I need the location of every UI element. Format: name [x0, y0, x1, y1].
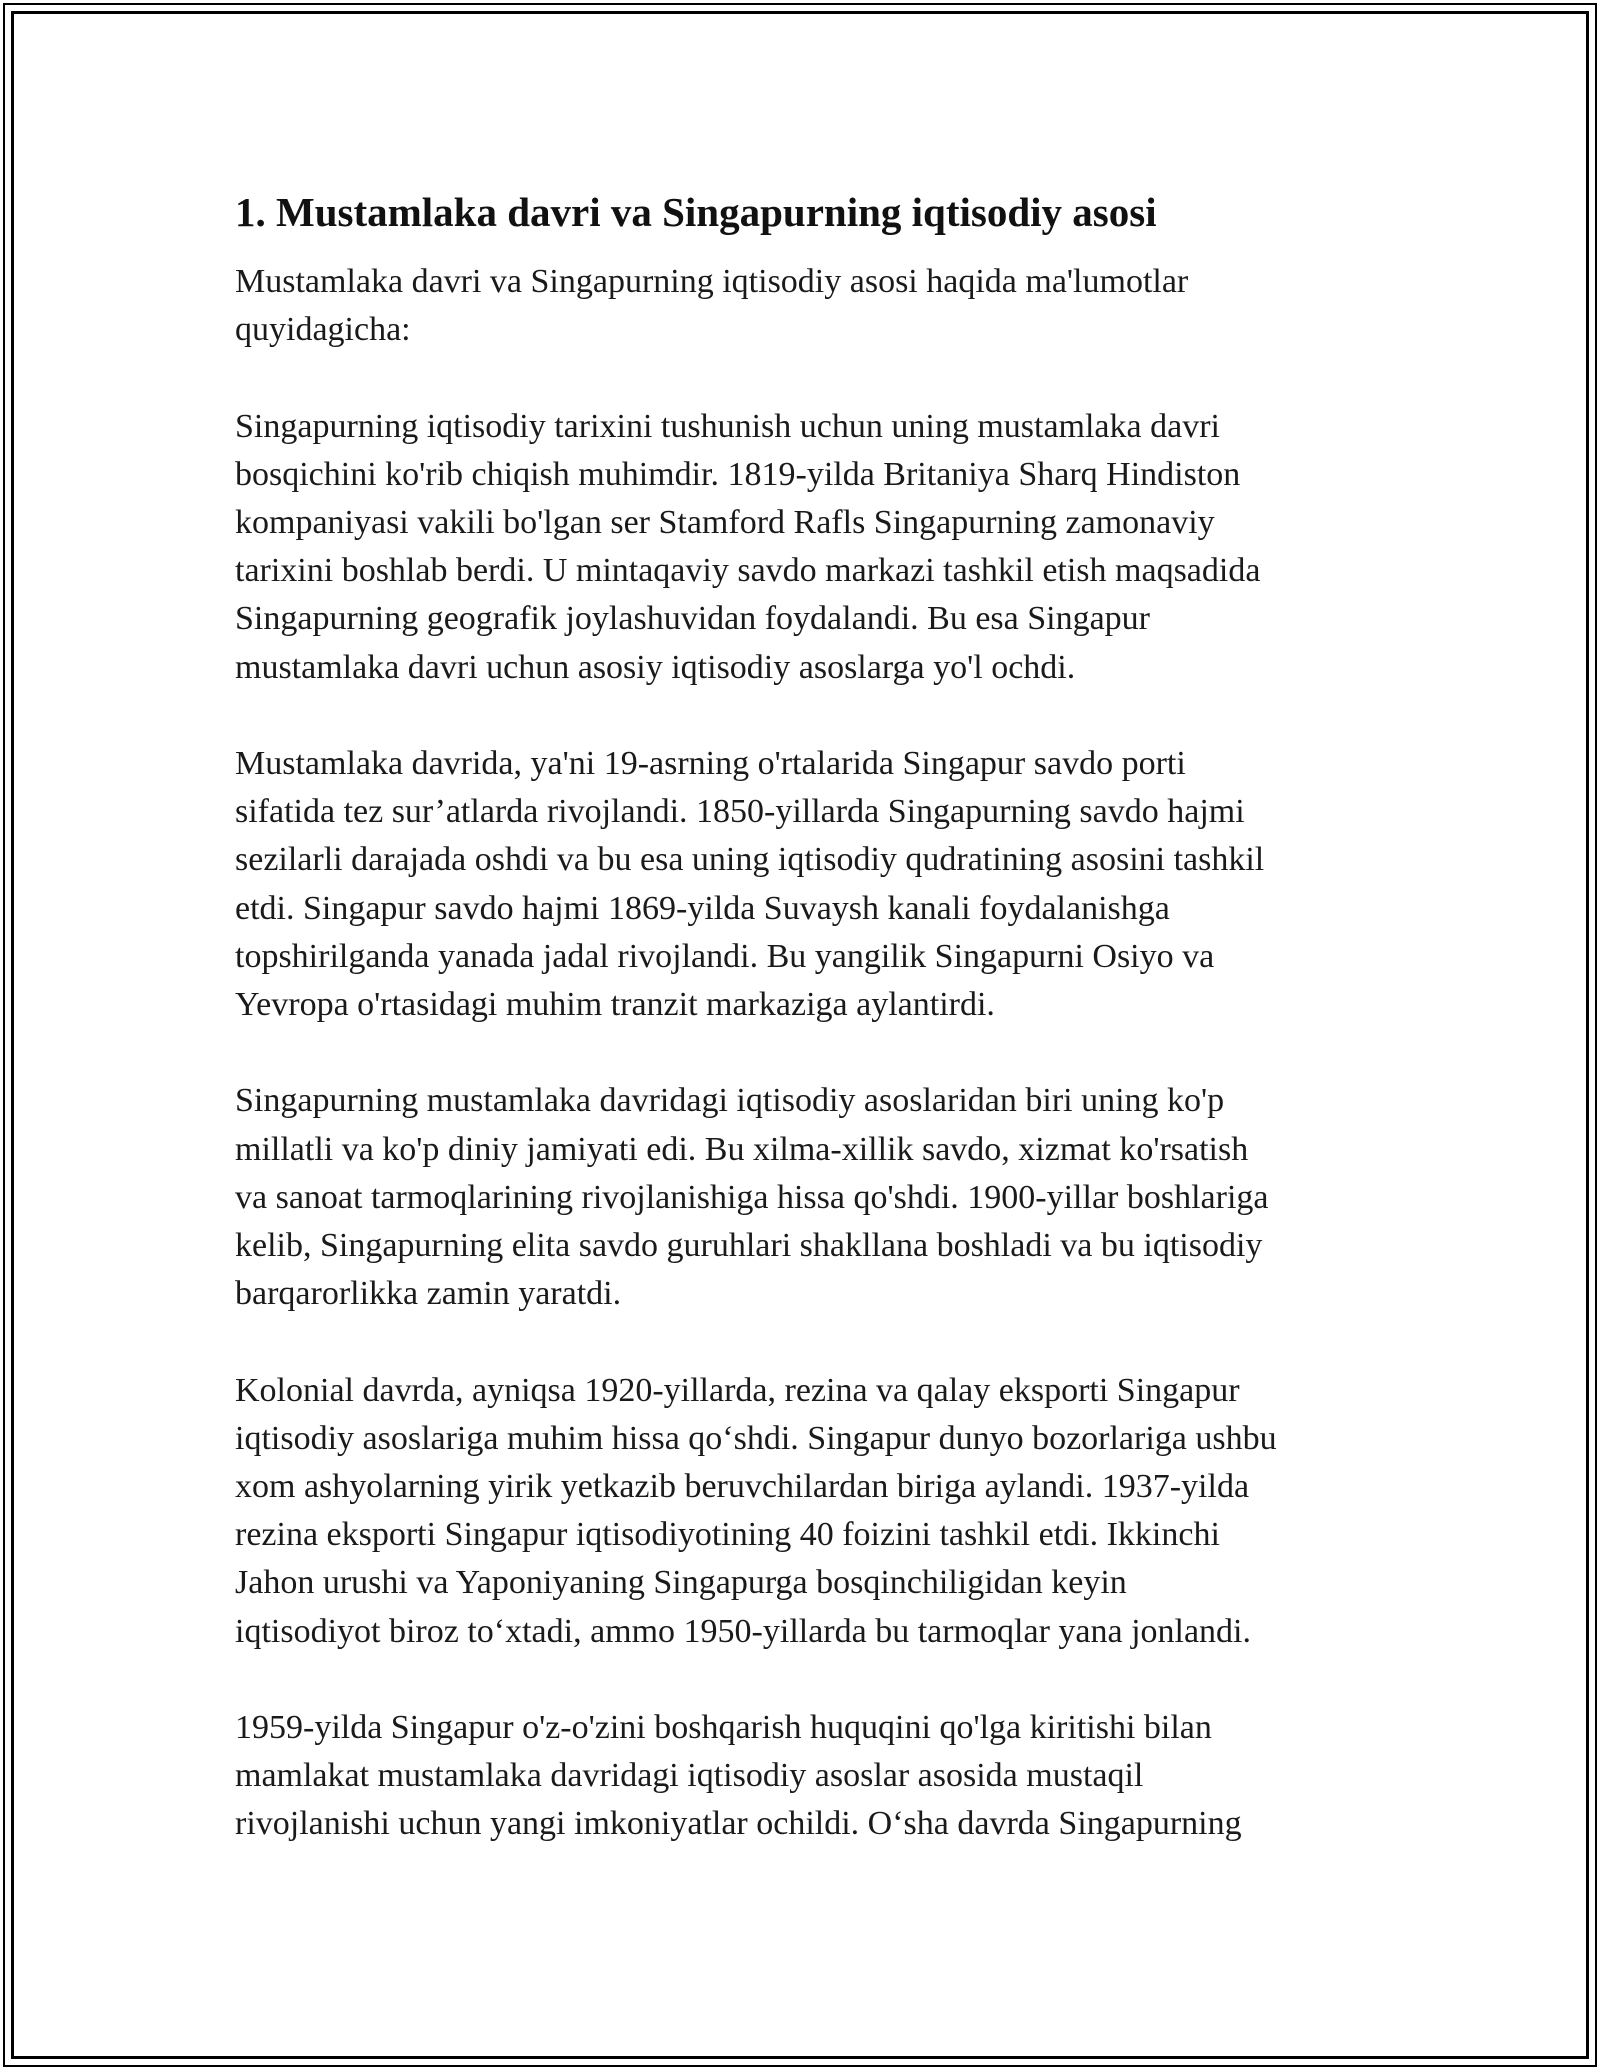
- paragraph-line: Jahon urushi va Yaponiyaning Singapurga bosqinchiligidan keyin: [235, 1564, 1127, 1602]
- paragraph-line: kelib, Singapurning elita savdo guruhlari shakllana boshladi va bu iqtisodiy: [235, 1227, 1263, 1265]
- paragraph-line: Mustamlaka davrida, ya'ni 19-asrning o'rtalarida Singapur savdo porti: [235, 745, 1186, 782]
- paragraph-intro: [235, 258, 1365, 354]
- paragraph-line: xom ashyolarning yirik yetkazib beruvchilardan biriga aylandi. 1937-yilda: [235, 1468, 1250, 1506]
- document-body: [235, 186, 1365, 1897]
- paragraph-trade-port: [235, 740, 1365, 1029]
- paragraph-line: iqtisodiyot biroz to‘xtadi, ammo 1950-yillarda bu tarmoqlar yana jonlandi.: [235, 1612, 1251, 1650]
- paragraph-colonial-stage: [235, 403, 1365, 692]
- paragraph-line: barqarorlikka zamin yaratdi.: [235, 1275, 622, 1313]
- paragraph-line: Mustamlaka davri va Singapurning iqtisodiy asosi haqida ma'lumotlar: [235, 263, 1189, 300]
- paragraph-self-government: [235, 1704, 1365, 1849]
- paragraph-line: rivojlanishi uchun yangi imkoniyatlar ochildi. O‘sha davrda Singapurning: [235, 1805, 1242, 1843]
- paragraph-line: quyidagicha:: [235, 311, 411, 349]
- paragraph-exports: [235, 1367, 1365, 1656]
- paragraph-line: rezina eksporti Singapur iqtisodiyotining 40 foizini tashkil etdi. Ikkinchi: [235, 1516, 1220, 1554]
- paragraph-line: Yevropa o'rtasidagi muhim tranzit markaziga aylantirdi.: [235, 986, 995, 1024]
- paragraph-line: sezilarli darajada oshdi va bu esa uning iqtisodiy qudratining asosini tashkil: [235, 841, 1265, 879]
- paragraph-line: iqtisodiy asoslariga muhim hissa qo‘shdi. Singapur dunyo bozorlariga ushbu: [235, 1419, 1277, 1457]
- paragraph-line: kompaniyasi vakili bo'lgan ser Stamford Rafls Singapurning zamonaviy: [235, 504, 1215, 541]
- paragraph-line: mamlakat mustamlaka davridagi iqtisodiy asoslar asosida mustaqil: [235, 1757, 1144, 1795]
- paragraph-line: mustamlaka davri uchun asosiy iqtisodiy asoslarga yo'l ochdi.: [235, 648, 1076, 686]
- paragraph-line: 1959-yilda Singapur o'z-o'zini boshqarish huquqini qo'lga kiritishi bilan: [235, 1709, 1212, 1747]
- paragraph-line: millatli va ko'p diniy jamiyati edi. Bu xilma-xillik savdo, xizmat ko'rsatish: [235, 1130, 1249, 1168]
- paragraph-line: bosqichini ko'rib chiqish muhimdir. 1819-yilda Britaniya Sharq Hindiston: [235, 455, 1241, 493]
- paragraph-line: Singapurning iqtisodiy tarixini tushunish uchun uning mustamlaka davri: [235, 407, 1220, 445]
- paragraph-line: etdi. Singapur savdo hajmi 1869-yilda Suvaysh kanali foydalanishga: [235, 889, 1170, 927]
- paragraph-line: Singapurning geografik joylashuvidan foydalandi. Bu esa Singapur: [235, 600, 1150, 638]
- section-heading: 1. Mustamlaka davri va Singapurning iqtisodiy asosi: [235, 189, 1157, 235]
- paragraph-line: Kolonial davrda, ayniqsa 1920-yillarda, rezina va qalay eksporti Singapur: [235, 1371, 1240, 1409]
- paragraph-line: sifatida tez sur’atlarda rivojlandi. 1850-yillarda Singapurning savdo hajmi: [235, 793, 1245, 831]
- paragraph-line: va sanoat tarmoqlarining rivojlanishiga hissa qo'shdi. 1900-yillar boshlariga: [235, 1178, 1269, 1216]
- paragraph-line: topshirilganda yanada jadal rivojlandi. Bu yangilik Singapurni Osiyo va: [235, 937, 1215, 975]
- paragraph-line: tarixini boshlab berdi. U mintaqaviy savdo markazi tashkil etish maqsadida: [235, 552, 1261, 590]
- paragraph-multicultural: [235, 1077, 1365, 1318]
- paragraph-line: Singapurning mustamlaka davridagi iqtisodiy asoslaridan biri uning ko'p: [235, 1082, 1225, 1120]
